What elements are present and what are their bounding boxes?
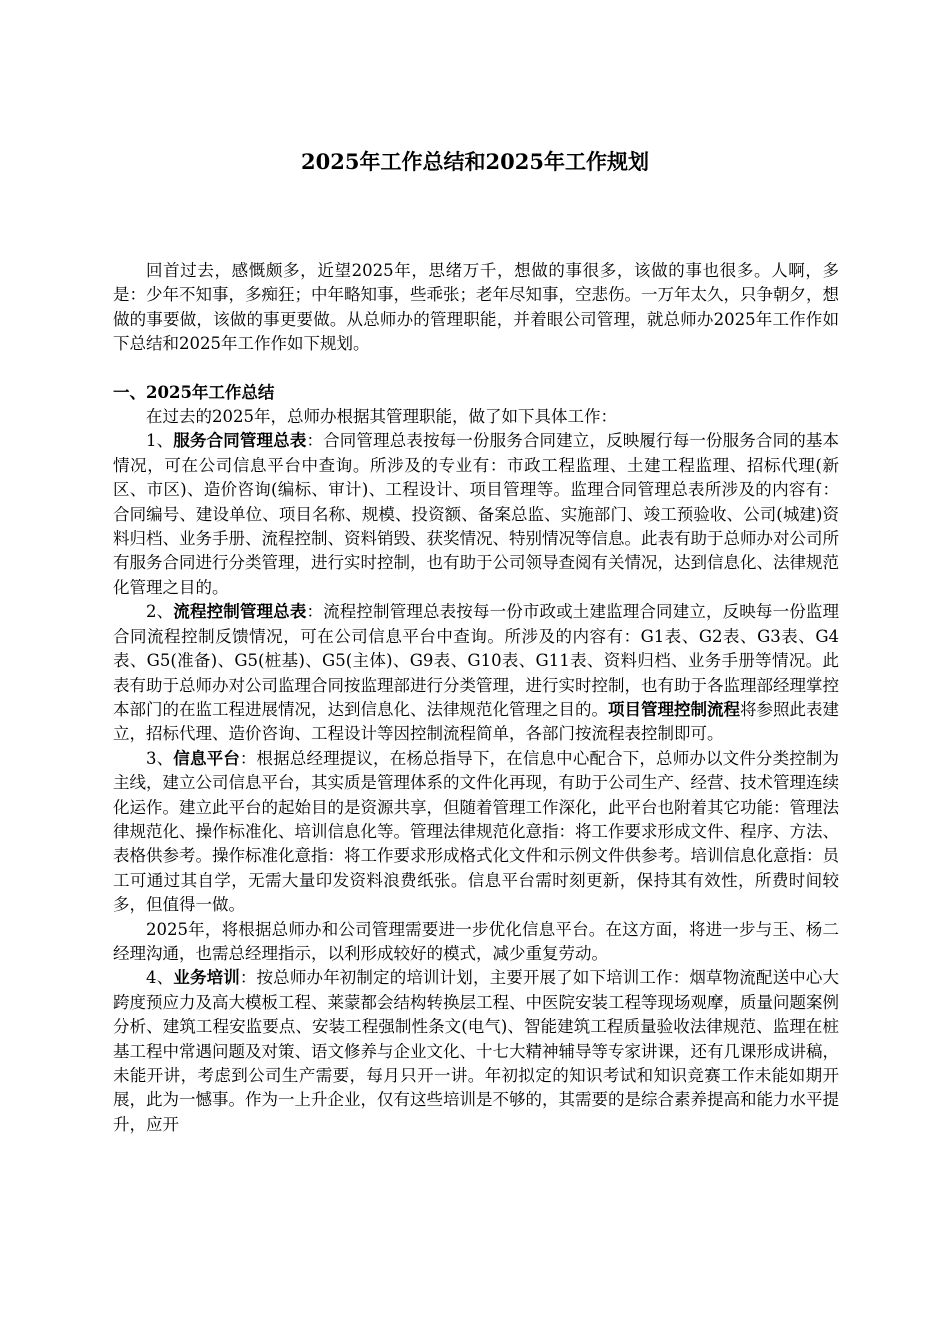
item-text: ：按总师办年初制定的培训计划，主要开展了如下培训工作：烟草物流配送中心大跨度预应力及高大模板工程、莱蒙都会结构转换层工程、中医院安装工程等现场观摩，质量问题案例分析、建筑工程安监要点、安装工程强制性条文(电气)、智能建筑工程质量验收法律规范、监理在桩基工程中常遇问题及对策、语文修养与企业文化、十七大精神辅导等专家讲课，还有几课形成讲稿，未能开讲，考虑到公司生产需要，每月只开一讲。年初拟定的知识考试和知识竞赛工作未能如期开展，此为一憾事。作为一上升企业，仅有这些培训是不够的，其需要的是综合素养提高和能力水平提升，应开 <box>113 968 840 1134</box>
item-number: 4、 <box>146 968 174 988</box>
item-number: 2、 <box>146 602 174 622</box>
document-body <box>113 259 839 1137</box>
item-label: 流程控制管理总表 <box>173 602 307 622</box>
item-number: 1、 <box>146 431 174 451</box>
item-inline-label: 项目管理控制流程 <box>608 699 740 719</box>
item-paragraph-1 <box>113 429 839 600</box>
document-title: 2025年工作总结和2025年工作规划 <box>301 149 649 174</box>
item-paragraph-4 <box>113 966 839 1137</box>
item-label: 业务培训 <box>173 968 240 988</box>
item-paragraph-3 <box>113 747 839 918</box>
section-heading: 一、2025年工作总结 <box>113 382 275 402</box>
intro-paragraph: 回首过去，感慨颇多，近望2025年，思绪万千，想做的事很多，该做的事也很多。人啊，多是：少年不知事，多痴狂；中年略知事，些乖张；老年尽知事，空悲伤。一万年太久，只争朝夕，想做的事要做，该做的事更要做。从总师办的管理职能，并着眼公司管理，就总师办2025年工作作如下总结和2025年工作作如下规划。 <box>113 261 839 354</box>
item-paragraph-2 <box>113 600 839 746</box>
item-number: 3、 <box>146 748 174 768</box>
item-label: 信息平台 <box>173 748 240 768</box>
item-text: 将参照此表建立，招标代理、造价咨询、工程设计等因控制流程简单，各部门按流程表控制即可。 <box>113 699 839 744</box>
item-text: ：合同管理总表按每一份服务合同建立，反映履行每一份服务合同的基本情况，可在公司信息平台中查询。所涉及的专业有：市政工程监理、土建工程监理、招标代理(新区、市区)、造价咨询(编标、审计)、工程设计、项目管理等。监理合同管理总表所涉及的内容有：合同编号、建设单位、项目名称、规模、投资额、备案总监、实施部门、竣工预验收、公司(城建)资料归档、业务手册、流程控制、资料销毁、获奖情况、特别情况等信息。此表有助于总师办对公司所有服务合同进行分类管理，进行实时控制，也有助于公司领导查阅有关情况，达到信息化、法律规范化管理之目的。 <box>113 431 840 597</box>
item-3-followup-paragraph: 2025年，将根据总师办和公司管理需要进一步优化信息平台。在这方面，将进一步与王、杨二经理沟通，也需总经理指示，以利形成较好的模式，减少重复劳动。 <box>113 919 839 963</box>
item-label: 服务合同管理总表 <box>173 431 307 451</box>
section-lead-paragraph: 在过去的2025年，总师办根据其管理职能，做了如下具体工作： <box>146 407 617 427</box>
item-text: ：根据总经理提议，在杨总指导下，在信息中心配合下，总师办以文件分类控制为主线，建立公司信息平台，其实质是管理体系的文件化再现，有助于公司生产、经营、技术管理连续化运作。建立此平台的起始目的是资源共享，但随着管理工作深化，此平台也附着其它功能：管理法律规范化、操作标准化、培训信息化等。管理法律规范化意指：将工作要求形成文件、程序、方法、表格供参考。操作标准化意指：将工作要求形成格式化文件和示例文件供参考。培训信息化意指：员工可通过其自学，无需大量印发资料浪费纸张。信息平台需时刻更新，保持其有效性，所费时间较多，但值得一做。 <box>113 748 840 915</box>
item-text: ：流程控制管理总表按每一份市政或土建监理合同建立，反映每一份监理合同流程控制反馈情况，可在公司信息平台中查询。所涉及的内容有：G1表、G2表、G3表、G4表、G5(准备)、G5(桩基)、G5(主体)、G9表、G10表、G11表、资料归档、业务手册等情况。此表有助于总师办对公司监理合同按监理部进行分类管理，进行实时控制，也有助于各监理部经理掌控本部门的在监工程进展情况，达到信息化、法律规范化管理之目的。 <box>113 602 840 719</box>
